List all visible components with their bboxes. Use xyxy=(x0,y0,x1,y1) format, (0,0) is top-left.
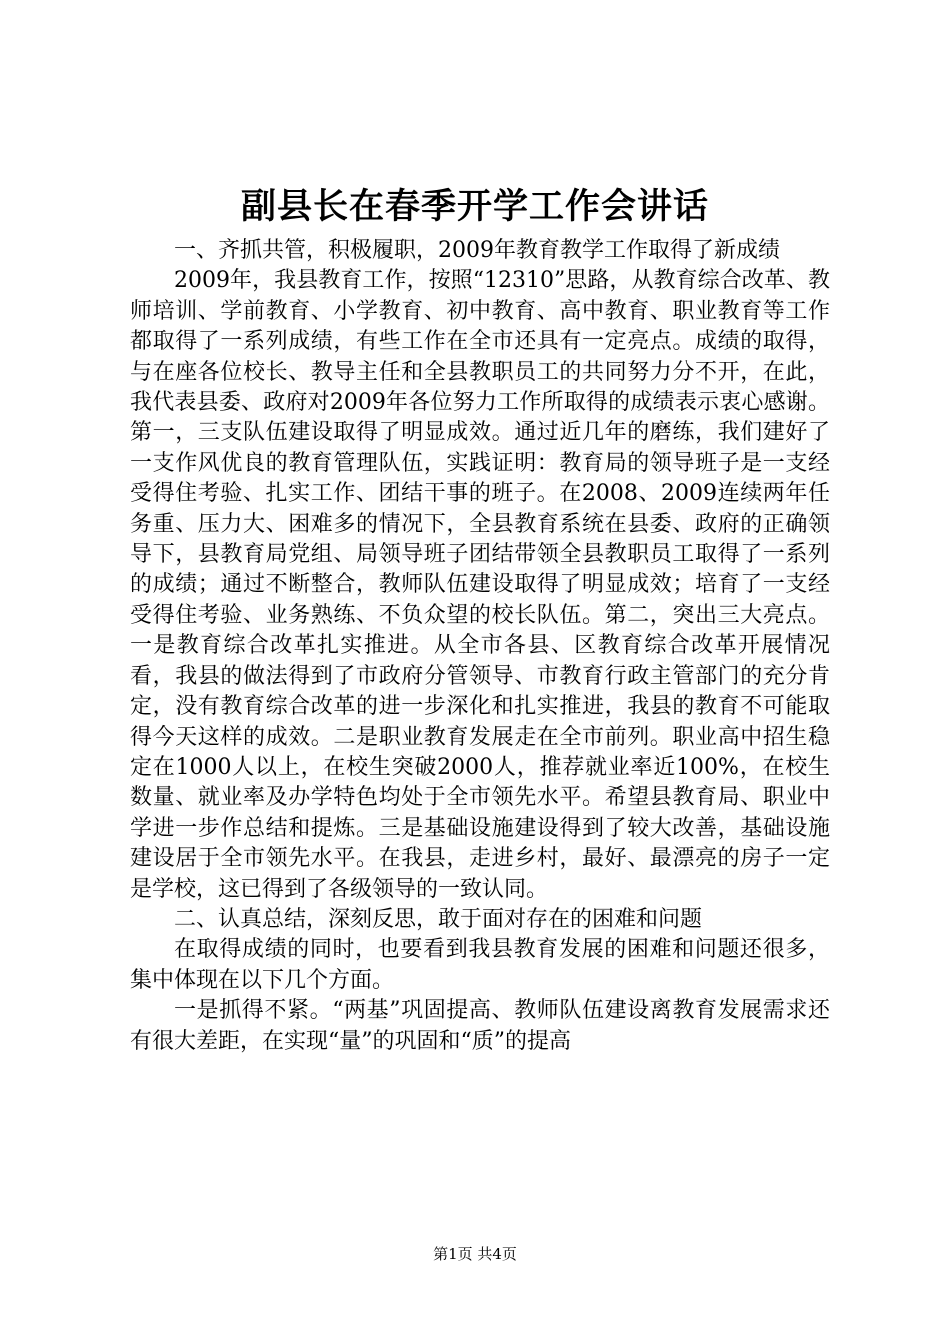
body-paragraph: 在取得成绩的同时，也要看到我县教育发展的困难和问题还很多，集中体现在以下几个方面。 xyxy=(130,937,830,993)
body-paragraph: 一是抓得不紧。“两基”巩固提高、教师队伍建设离教育发展需求还有很大差距，在实现“量”的巩固和“质”的提高 xyxy=(130,998,830,1054)
document-body xyxy=(130,236,830,1057)
heading-section-2: 二、认真总结，深刻反思，敢于面对存在的困难和问题 xyxy=(174,906,703,932)
page-number: 第1页 共4页 xyxy=(433,1245,517,1263)
document-title: 副县长在春季开学工作会讲话 xyxy=(240,186,709,227)
body-paragraph: 2009年，我县教育工作，按照“12310”思路，从教育综合改革、教师培训、学前教育、小学教育、初中教育、高中教育、职业教育等工作都取得了一系列成绩，有些工作在全市还具有一定亮点。成绩的取得，与在座各位校长、教导主任和全县教职员工的共同努力分不开，在此，我代表县委、政府对2009年各位努力工作所取得的成绩表示衷心感谢。第一，三支队伍建设取得了明显成效。通过近几年的磨练，我们建好了一支作风优良的教育管理队伍，实践证明：教育局的领导班子是一支经受得住考验、扎实工作、团结干事的班子。在2008、2009连续两年任务重、压力大、困难多的情况下，全县教育系统在县委、政府的正确领导下，县教育局党组、局领导班子团结带领全县教职员工取得了一系列的成绩；通过不断整合，教师队伍建设取得了明显成效；培育了一支经受得住考验、业务熟练、不负众望的校长队伍。第二，突出三大亮点。一是教育综合改革扎实推进。从全市各县、区教育综合改革开展情况看，我县的做法得到了市政府分管领导、市教育行政主管部门的充分肯定，没有教育综合改革的进一步深化和扎实推进，我县的教育不可能取得今天这样的成效。二是职业教育发展走在全市前列。职业高中招生稳定在1000人以上，在校生突破2000人，推荐就业率近100%，在校生数量、就业率及办学特色均处于全市领先水平。希望县教育局、职业中学进一步作总结和提炼。三是基础设施建设得到了较大改善，基础设施建设居于全市领先水平。在我县，走进乡村，最好、最漂亮的房子一定是学校，这已得到了各级领导的一致认同。 xyxy=(130,268,830,902)
heading-section-1: 一、齐抓共管，积极履职，2009年教育教学工作取得了新成绩 xyxy=(174,238,780,263)
